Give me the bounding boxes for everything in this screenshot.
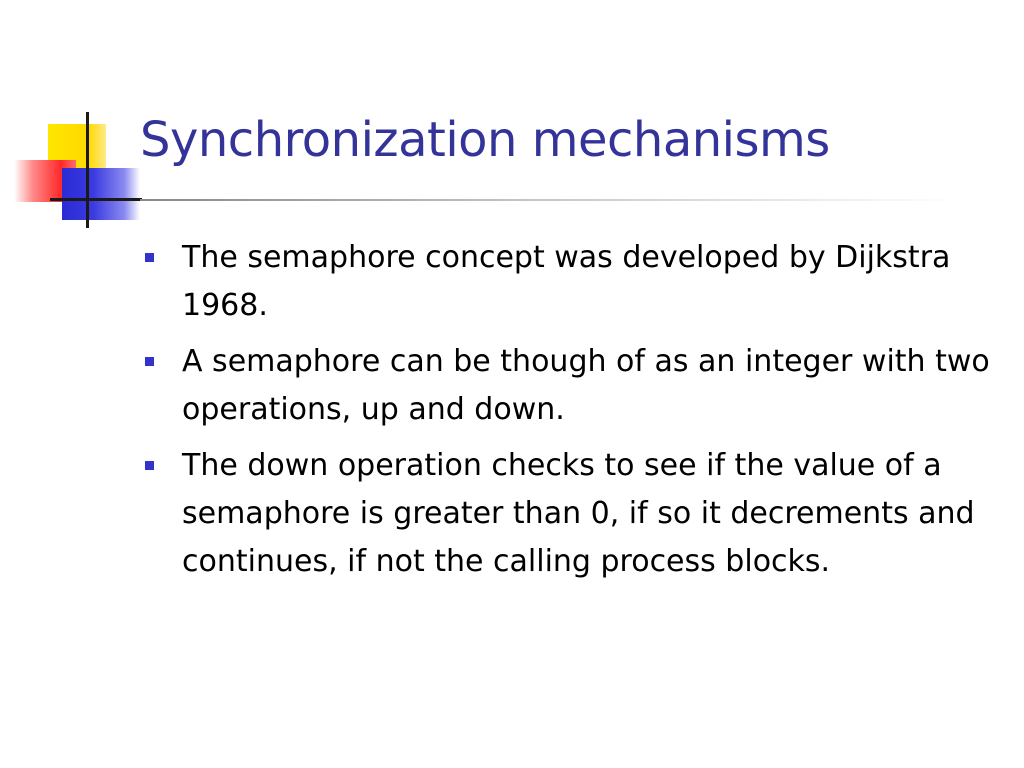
horizontal-crosshair-line <box>50 198 142 201</box>
bullet-list <box>145 234 1005 594</box>
vertical-crosshair-line <box>86 112 89 228</box>
bullet-text: A semaphore can be though of as an integer with two operations, up and down. <box>182 344 990 427</box>
bullet-text: The down operation checks to see if the value of a semaphore is greater than 0, if so it decrements and continues, if not the calling process blocks. <box>182 448 975 579</box>
square-bullet-icon <box>145 461 154 470</box>
square-bullet-icon <box>145 357 154 366</box>
bullet-item <box>145 442 1005 586</box>
decorative-squares-logo <box>0 0 160 240</box>
square-bullet-icon <box>145 253 154 262</box>
bullet-text: The semaphore concept was developed by Dijkstra 1968. <box>182 240 951 323</box>
blue-square <box>62 168 140 220</box>
title-underline <box>140 199 960 201</box>
bullet-item <box>145 234 1005 330</box>
slide-title: Synchronization mechanisms <box>140 112 830 168</box>
bullet-item <box>145 338 1005 434</box>
